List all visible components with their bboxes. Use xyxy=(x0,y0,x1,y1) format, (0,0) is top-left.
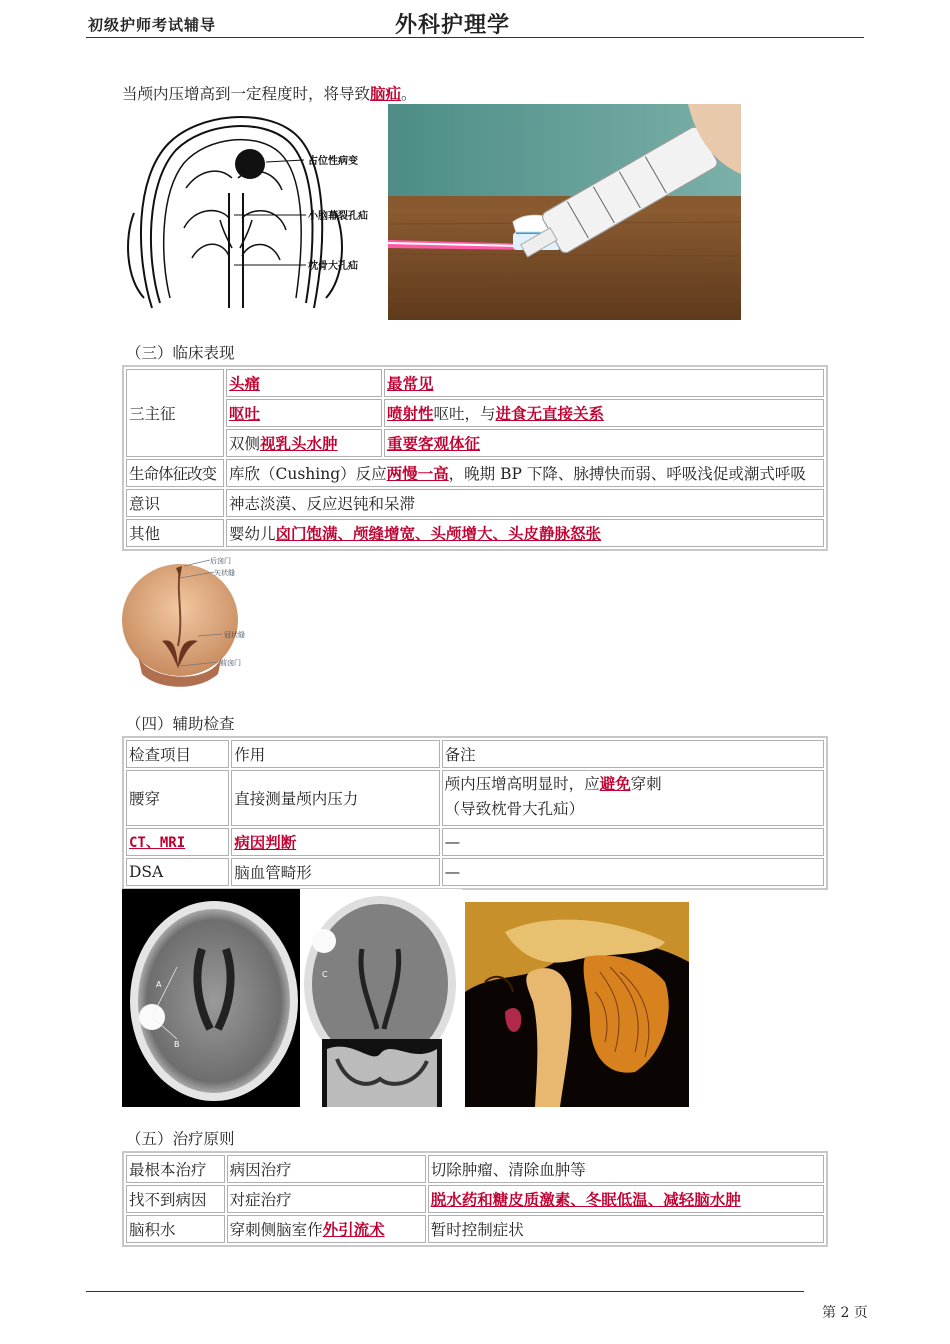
treatment-principle-table xyxy=(122,1151,828,1247)
table-row xyxy=(126,459,824,487)
table-cell: — xyxy=(442,858,824,886)
intro-end: 。 xyxy=(401,85,417,103)
label-tentorial-herniation: 小脑幕裂孔疝 xyxy=(308,211,368,222)
auxiliary-exam-table xyxy=(122,736,828,890)
highlight-text: 进食无直接关系 xyxy=(495,404,605,423)
table-cell: 对症治疗 xyxy=(227,1185,426,1213)
label-anterior-fontanelle: 前囟门 xyxy=(220,659,241,667)
cell-text: 婴幼儿 xyxy=(229,525,276,543)
section-3-title: （三）临床表现 xyxy=(126,344,235,362)
cell-text: （导致枕骨大孔疝） xyxy=(444,800,585,818)
table-cell xyxy=(442,770,824,826)
table-cell xyxy=(428,1185,824,1213)
table-cell: 意识 xyxy=(126,489,224,517)
highlight-text: 两慢一高 xyxy=(386,464,449,483)
infant-skull-diagram xyxy=(118,556,258,692)
brain-herniation-diagram xyxy=(124,108,374,313)
table-cell xyxy=(226,399,382,427)
table-cell: 脑积水 xyxy=(126,1215,225,1243)
mri-label-a: A xyxy=(156,980,162,989)
table-cell: 病因治疗 xyxy=(227,1155,426,1183)
page-number: 第 2 页 xyxy=(822,1305,868,1321)
table-cell: 其他 xyxy=(126,519,224,547)
table-row xyxy=(126,489,824,517)
label-posterior-fontanelle: 后囟门 xyxy=(210,557,231,565)
table-row xyxy=(126,1215,824,1243)
label-foramen-magnum-herniation: 枕骨大孔疝 xyxy=(308,261,358,272)
label-coronal-suture: 冠状缝 xyxy=(224,631,245,639)
highlight-text: 喷射性 xyxy=(387,404,434,423)
table-row xyxy=(126,1185,824,1213)
label-sagittal-suture: 矢状缝 xyxy=(214,569,235,577)
highlight-text: CT、MRI xyxy=(129,835,186,851)
table-row xyxy=(126,740,824,768)
table-cell xyxy=(226,369,382,397)
table-row xyxy=(126,369,824,397)
table-cell: 神志淡漠、反应迟钝和呆滞 xyxy=(226,489,824,517)
highlight-text: 视乳头水肿 xyxy=(260,434,338,453)
mri-label-b: B xyxy=(174,1040,180,1049)
table-cell: 脑血管畸形 xyxy=(231,858,439,886)
highlight-text: 呕吐 xyxy=(229,404,261,423)
highlight-text: 头痛 xyxy=(229,374,261,393)
cell-text: 穿刺侧脑室作 xyxy=(229,1221,323,1239)
table-cell: 最根本治疗 xyxy=(126,1155,225,1183)
clinical-manifestation-table xyxy=(122,365,828,551)
table-cell: 切除肿瘤、清除血肿等 xyxy=(428,1155,824,1183)
table-row xyxy=(126,770,824,826)
table-cell xyxy=(384,399,824,427)
table-cell: 腰穿 xyxy=(126,770,229,826)
table-header-cell: 作用 xyxy=(231,740,439,768)
table-cell xyxy=(227,1215,426,1243)
highlight-text: 病因判断 xyxy=(234,833,297,852)
mri-label-c: C xyxy=(322,970,328,979)
table-row xyxy=(126,1155,824,1183)
intro-sentence xyxy=(122,82,417,104)
table-row xyxy=(126,858,824,886)
table-header-cell: 检查项目 xyxy=(126,740,229,768)
table-row xyxy=(126,828,824,856)
cell-text: 颅内压增高明显时，应 xyxy=(444,775,600,793)
table-cell: — xyxy=(442,828,824,856)
table-cell: 生命体征改变 xyxy=(126,459,224,487)
intro-text: 当颅内压增高到一定程度时，将导致 xyxy=(122,85,371,103)
table-row xyxy=(126,429,824,457)
intro-highlight: 脑疝 xyxy=(370,84,402,103)
cell-text: 库欣（Cushing）反应 xyxy=(229,465,387,483)
table-cell: 找不到病因 xyxy=(126,1185,225,1213)
cell-text: 呕吐，与 xyxy=(433,405,496,423)
header-course-name: 初级护师考试辅导 xyxy=(88,16,217,34)
mri-scan-images xyxy=(122,889,462,1107)
header-rule xyxy=(86,37,864,38)
label-occupying-lesion: 占位性病变 xyxy=(308,156,358,167)
highlight-text: 外引流术 xyxy=(322,1220,385,1239)
table-cell xyxy=(226,519,824,547)
table-cell: 暂时控制症状 xyxy=(428,1215,824,1243)
table-cell xyxy=(226,459,824,487)
table-header-cell: 备注 xyxy=(442,740,824,768)
table-cell xyxy=(384,369,824,397)
toothpaste-syringe-photo xyxy=(388,104,741,320)
cell-text: 双侧 xyxy=(229,435,261,453)
table-cell xyxy=(384,429,824,457)
page-title: 外科护理学 xyxy=(395,12,511,38)
sagittal-brainstem-illustration xyxy=(465,902,689,1107)
table-cell: 三主征 xyxy=(126,369,224,457)
section-5-title: （五）治疗原则 xyxy=(126,1130,235,1148)
table-cell xyxy=(226,429,382,457)
footer-rule xyxy=(86,1291,804,1292)
table-cell xyxy=(231,828,439,856)
highlight-text: 最常见 xyxy=(387,374,434,393)
table-cell xyxy=(126,828,229,856)
table-row xyxy=(126,519,824,547)
cell-text: ，晚期 BP 下降、脉搏快而弱、呼吸浅促或潮式呼吸 xyxy=(448,465,806,483)
table-row xyxy=(126,399,824,427)
table-cell: 直接测量颅内压力 xyxy=(231,770,439,826)
highlight-text: 重要客观体征 xyxy=(387,434,481,453)
highlight-text: 脱水药和糖皮质激素、冬眠低温、减轻脑水肿 xyxy=(430,1190,741,1209)
cell-text: 穿刺 xyxy=(630,775,662,793)
highlight-text: 囟门饱满、颅缝增宽、头颅增大、头皮静脉怒张 xyxy=(275,524,602,543)
highlight-text: 避免 xyxy=(599,774,631,793)
table-cell: DSA xyxy=(126,858,229,886)
section-4-title: （四）辅助检查 xyxy=(126,715,235,733)
